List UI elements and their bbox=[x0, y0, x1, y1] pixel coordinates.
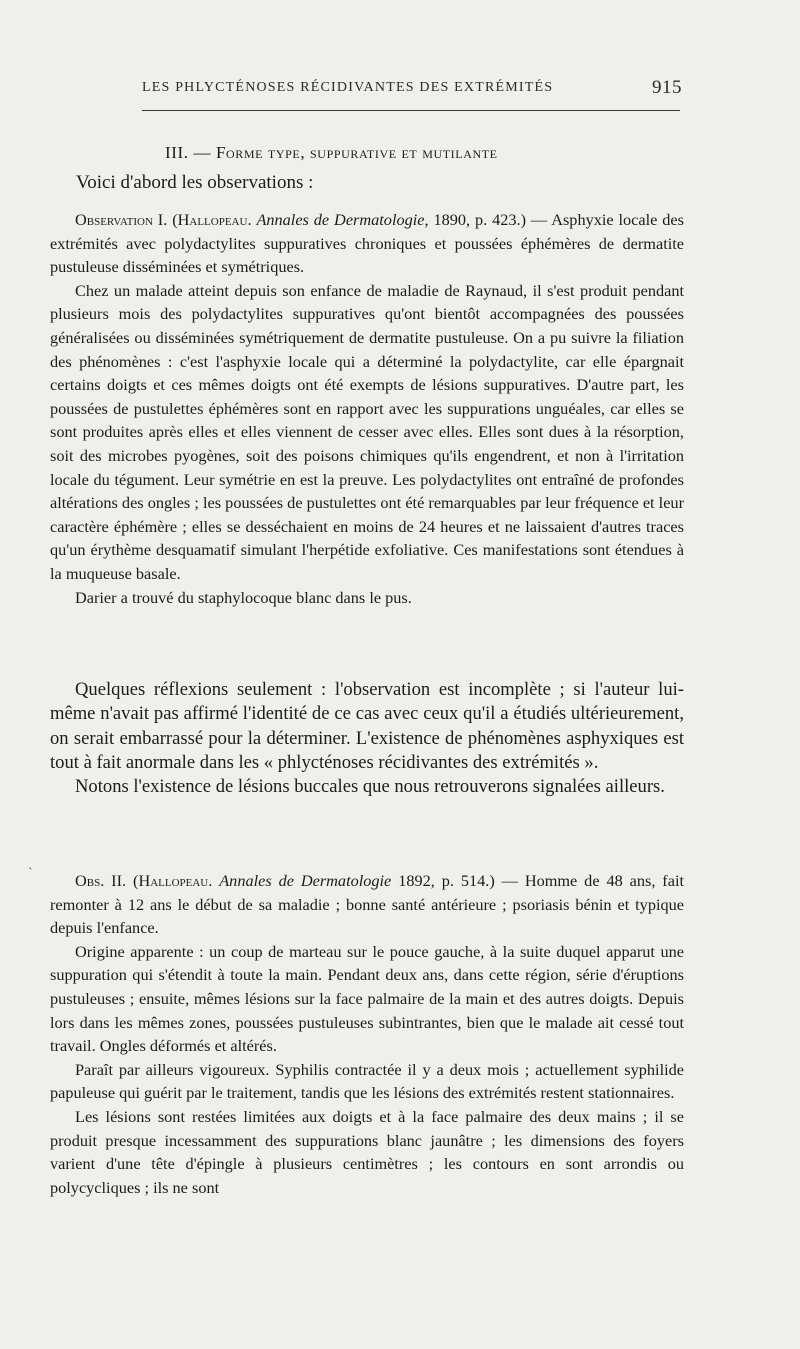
observation-1-paragraph: Chez un malade atteint depuis son enfance de maladie de Raynaud, il s'est produit pendant plusieurs mois des polydactylites suppuratives qu'ont bientôt accompagnées des poussées généralisées ou disséminées symétriquement de dermatite pustuleuse. On a pu suivre la filiation des phénomènes : c'est l'asphyxie locale qui a déterminé la polydactylite, car elle épargnait certains doigts et ces mêmes doigts ont été exempts de lésions suppuratives. D'autre part, les poussées de pustulettes éphémères sont en rapport avec les suppurations unguéales, car elles se sont produites après elles et elles viennent de cesser avec elles. Elles sont dues à la résorption, soit des microbes pyogènes, soit des poisons chimiques qu'ils engendrent, et non à l'irritation locale du tégument. Leur symétrie en est la preuve. Les polydactylites ont entraîné de profondes altérations des ongles ; les poussées de pustulettes ont été remarquables par leur fréquence et leur caractère éphémère ; elles se desséchaient en moins de 24 heures et ne laissaient d'autres traces qu'un érythème desquamatif simulant l'herpétide exfoliative. Ces manifestations sont étendues à la muqueuse basale. bbox=[50, 280, 684, 583]
page-number: 915 bbox=[652, 77, 682, 98]
section-numeral: III. — bbox=[165, 143, 212, 162]
observation-2 bbox=[50, 869, 684, 1199]
running-header bbox=[142, 78, 682, 100]
observation-2-journal: Annales de Dermatologie bbox=[219, 871, 392, 890]
observation-2-citation: Obs. II. (Hallopeau. Annales de Dermatologie 1892, p. 514.) — Homme de 48 ans, fait remonter à 12 ans le début de sa maladie ; bonne santé antérieure ; psoriasis bénin et typique depuis l'enfance. bbox=[50, 871, 684, 938]
observation-1-journal: Annales de Dermatologie bbox=[256, 210, 425, 229]
observation-1 bbox=[50, 208, 684, 609]
observation-1-citation: Observation I. (Hallopeau. Annales de Dermatologie, 1890, p. 423.) — Asphyxie locale des extrémités avec polydactylites suppuratives chroniques et poussées éphémères de dermatite pustuleuse disséminées et symétriques. bbox=[50, 210, 684, 277]
commentary bbox=[50, 678, 684, 799]
running-title: LES PHLYCTÉNOSES RÉCIDIVANTES DES EXTRÉMITÉS bbox=[142, 80, 554, 95]
observation-2-paragraph: Origine apparente : un coup de marteau sur le pouce gauche, à la suite duquel apparut une suppuration qui s'étendit à toute la main. Pendant deux ans, dans cette région, série d'éruptions pustuleuses ; ensuite, mêmes lésions sur la face palmaire de la main et des autres doigts. Depuis lors dans les mêmes zones, poussées pustuleuses subintrantes, bien que le malade ait cessé tout travail. Ongles déformés et altérés. bbox=[50, 941, 684, 1056]
observation-1-author: Hallopeau. bbox=[177, 210, 252, 229]
header-rule bbox=[142, 110, 680, 111]
observation-2-author: Hallopeau. bbox=[138, 871, 213, 890]
commentary-paragraph: Quelques réflexions seulement : l'observation est incomplète ; si l'auteur lui-même n'avait pas affirmé l'identité de ce cas avec ceux qu'il a étudiés ultérieurement, on serait embarrassé pour la déterminer. L'existence de phénomènes asphyxiques est tout à fait anormale dans les « phlycténoses récidivantes des extrémités ». bbox=[50, 679, 684, 773]
commentary-paragraph: Notons l'existence de lésions buccales que nous retrouverons signalées ailleurs. bbox=[75, 776, 665, 798]
observation-1-citation-text: , 1890, p. 423.) — Asphyxie locale des extrémités avec polydactylites suppuratives chroniques et poussées éphémères de dermatite pustuleuse disséminées et symétriques. bbox=[50, 210, 684, 277]
margin-mark: ` bbox=[28, 866, 33, 881]
observation-2-paragraph: Les lésions sont restées limitées aux doigts et à la face palmaire des deux mains ; il se produit presque incessamment des suppurations blanc jaunâtre ; les dimensions des foyers varient d'une tête d'épingle à plusieurs centimètres ; les contours en sont arrondis ou polycycliques ; ils ne sont bbox=[50, 1106, 684, 1197]
observation-1-paragraph: Darier a trouvé du staphylocoque blanc dans le pus. bbox=[75, 587, 412, 607]
section-title: Forme type, suppurative et mutilante bbox=[215, 143, 498, 162]
observation-2-citation-text: 1892, p. 514.) — Homme de 48 ans, fait remonter à 12 ans le début de sa maladie ; bonne santé antérieure ; psoriasis bénin et typique depuis l'enfance. bbox=[50, 871, 684, 938]
observation-1-label: Observation I. bbox=[75, 210, 168, 229]
observation-2-paragraph: Paraît par ailleurs vigoureux. Syphilis contractée il y a deux mois ; actuellement syphilide papuleuse qui guérit par le traitement, tandis que les lésions des extrémités restent stationnaires. bbox=[50, 1059, 684, 1103]
observation-2-label: Obs. II. bbox=[75, 871, 127, 890]
intro-line: Voici d'abord les observations : bbox=[76, 172, 314, 193]
section-heading bbox=[165, 143, 498, 163]
